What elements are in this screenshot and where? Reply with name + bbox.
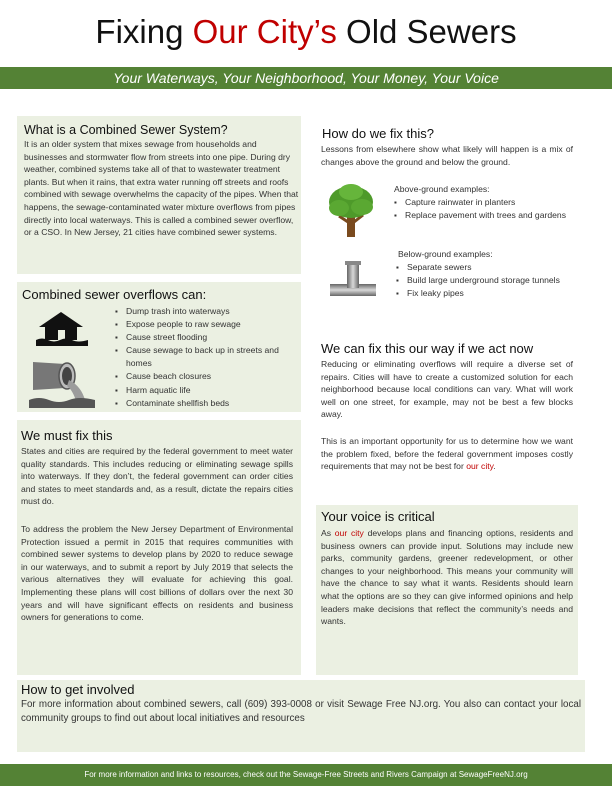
combined-sewer-text: It is an older system that mixes sewage from households and businesses and stormwater flow from streets into one pipe. During dry weather, combined systems take all of that to wastewater treatment plants. But when it rains, that extra water running off streets and roofs combined with sewage overwhelms the capacity of the pipes. When that happens, the sewage-contaminated water mixture overflows from pipes directly into local waterways. This is called a combined sewer overflow, or a CSO. In New Jersey, 21 cities have combined sewer systems. (24, 139, 299, 238)
list-item: ▪ Replace pavement with trees and gardens (394, 209, 572, 222)
how-fix-intro: Lessons from elsewhere show what likely will happen is a mix of changes above the ground and below the ground. (321, 144, 573, 167)
list-item: ▪ Harm aquatic life (115, 384, 295, 397)
get-involved-text: For more information about combined sewers, call (609) 393-0008 or visit Sewage Free NJ.org. You also can contact your local community groups to find out about local initiatives and resources (21, 699, 581, 724)
voice-panel (316, 505, 578, 675)
our-way-text-1: Reducing or eliminating overflows will require a diverse set of repairs. Cities will have to create a customized solution for each neighborhood because local conditions can vary. What will work well on one street, for example, may not be best a few blocks away. (321, 359, 573, 420)
our-way-heading: We can fix this our way if we act now (321, 341, 534, 356)
list-item: ▪ Dump trash into waterways (115, 305, 295, 318)
sewer-outfall-icon (29, 356, 95, 408)
above-ground-heading: Above-ground examples: (394, 184, 490, 194)
house-flood-icon (36, 310, 88, 346)
our-way-panel (316, 338, 578, 498)
list-item: ▪ Fix leaky pipes (396, 287, 568, 300)
list-item: ▪ Cause street flooding (115, 331, 295, 344)
must-fix-heading: We must fix this (21, 428, 113, 443)
pipe-icon (328, 260, 378, 302)
list-item: ▪ Build large underground storage tunnels (396, 274, 568, 287)
list-item: ▪ Separate sewers (396, 261, 568, 274)
below-ground-heading: Below-ground examples: (398, 249, 493, 259)
get-involved-heading: How to get involved (21, 682, 135, 697)
list-item: ▪ Cause sewage to back up in streets and homes (115, 344, 295, 370)
our-way-text-2: This is an important opportunity for us to determine how we want the problem fixed, before the federal government imposes costly requirements that may not be best for our city. (321, 436, 573, 472)
overflows-heading: Combined sewer overflows can: (22, 287, 207, 302)
voice-text: As our city develops plans and financing options, residents and business owners can provide input. Solutions may include new parks, community gardens, greener redevelopment, or other changes to your neighborhood. This means your community will have the chance to say what it wants. Residents should learn what the options are so they can give informed opinions and help leaders make decisions that reflect the community’s needs and wants. (321, 528, 574, 627)
overflows-panel (17, 282, 301, 412)
below-ground-list (396, 261, 568, 300)
list-item: ▪ Cause beach closures (115, 370, 295, 383)
above-ground-list (394, 196, 572, 222)
overflows-list (115, 305, 295, 410)
must-fix-text-2: To address the problem the New Jersey Department of Environmental Protection issued a permit in 2015 that requires communities with combined sewer systems to develop plans by 2020 to reduce sewage in our waterways, and to submit a report by July 2019 that selects the various alternatives they will evaluate for achieving this goal. Implementing these plans will cost billions of dollars over the next 30 years and will have significant effects on residents and business owners for generations to come. (21, 524, 293, 623)
must-fix-text-1: States and cities are required by the federal government to meet water quality standards. This includes reducing or eliminating sewage spills into waterways. If they don’t, the federal government can order cities and states to meet standards and, as a result, dictate the repairs cities must do. (21, 446, 293, 507)
tagline-banner: Your Waterways, Your Neighborhood, Your Money, Your Voice (0, 67, 612, 89)
voice-heading: Your voice is critical (321, 509, 435, 524)
must-fix-panel (17, 420, 301, 675)
list-item: ▪ Capture rainwater in planters (394, 196, 572, 209)
get-involved-panel (17, 680, 585, 752)
combined-sewer-heading: What is a Combined Sewer System? (24, 123, 228, 137)
tree-icon (327, 182, 375, 240)
combined-sewer-panel (17, 116, 301, 274)
footer-banner: For more information and links to resources, check out the Sewage-Free Streets and Rivers Campaign at SewageFreeNJ.org (0, 764, 612, 786)
how-fix-panel (316, 118, 578, 330)
list-item: ▪ Expose people to raw sewage (115, 318, 295, 331)
page-title: Fixing Our City’s Old Sewers (95, 13, 517, 50)
list-item: ▪ Contaminate shellfish beds (115, 397, 295, 410)
how-fix-heading: How do we fix this? (322, 126, 434, 141)
